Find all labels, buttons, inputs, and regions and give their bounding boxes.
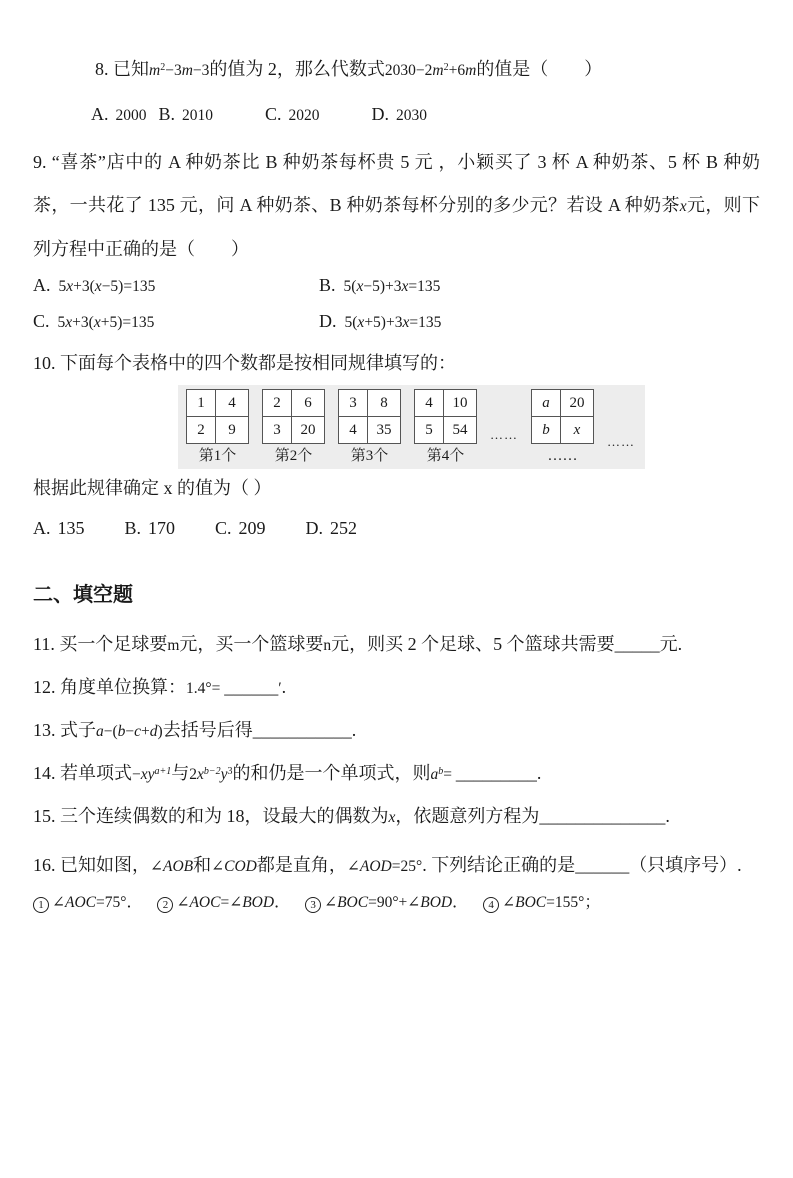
option-label: C. [33, 311, 50, 331]
ellipsis-end: …… [607, 434, 635, 449]
pattern-table-3 [338, 389, 401, 467]
option-label: A. [91, 104, 109, 124]
table-caption: 第3个 [350, 448, 389, 464]
table-caption: 第1个 [198, 448, 237, 464]
option-value: 135 [57, 518, 85, 538]
statement-2: 2 ∠AOC=∠BOD． [157, 891, 290, 915]
q8-option-c [265, 104, 320, 125]
table-cell: 2 [187, 417, 216, 444]
option-label: C. [265, 104, 282, 124]
table-cell: a [532, 390, 561, 417]
pattern-table-4 [414, 389, 477, 467]
table-cell: 20 [561, 390, 594, 417]
table-cell: 3 [263, 417, 292, 444]
question-10-options [33, 518, 760, 539]
q10-option-a [33, 518, 85, 539]
statement-3: 3 ∠BOC=90°+∠BOD． [305, 891, 468, 915]
question-12-stem: 12. 角度单位换算：1.4°= ______′. [33, 677, 287, 697]
question-10-stem: 10. 下面每个表格中的四个数都是按相同规律填写的： [33, 353, 456, 373]
statement-1: 1 ∠AOC=75°． [33, 891, 142, 915]
q9-option-b [319, 275, 441, 296]
option-formula: 5(x−5)+3x=135 [343, 278, 441, 295]
table-caption: 第4个 [426, 448, 465, 464]
question-11-stem: 11. 买一个足球要m元，买一个篮球要n元，则买 2 个足球、5 个篮球共需要_____元. [33, 634, 683, 654]
table-cell: 6 [292, 390, 325, 417]
question-9-stem: 9. “喜茶”店中的 A 种奶茶比 B 种奶茶每杯贵 5 元 ，小颖买了 3 杯 A 种奶茶、5 杯 B 种奶茶，一共花了 135 元，问 A 种奶茶、B 种奶茶每杯分别的多少元？若设 A 种奶茶x元，则下列方程中正确的是（ ） [33, 152, 761, 259]
statement-4: 4 ∠BOC=155°； [483, 891, 600, 915]
pattern-table-n [531, 389, 594, 467]
table-cell: 1 [187, 390, 216, 417]
option-label: B. [124, 518, 142, 538]
table-cell: b [532, 417, 561, 444]
option-value: 2020 [288, 107, 320, 124]
q10-option-d [306, 518, 358, 539]
table-cell: 3 [339, 390, 368, 417]
option-label: B. [319, 275, 336, 295]
question-13-stem: 13. 式子a−(b−c+d)去括号后得___________. [33, 720, 357, 740]
option-value: 252 [330, 518, 358, 538]
option-value: 170 [148, 518, 176, 538]
option-label: C. [215, 518, 232, 538]
question-8-stem: 8. 已知$m^2-3m-3$的值为 2，那么代数式$2030-2m^2+6m$的值是（ ） [95, 59, 603, 79]
q8-option-d [372, 104, 428, 125]
q10-option-b [125, 518, 176, 539]
section-2-title: 二、填空题 [33, 584, 133, 606]
question-9-options [33, 275, 760, 332]
table-cell: 4 [415, 390, 444, 417]
pattern-tables-row [186, 389, 635, 467]
question-10-followup: 根据此规律确定 x 的值为（ ） [33, 478, 272, 498]
q9-option-a [33, 275, 319, 296]
question-16-stem: 16. 已知如图，∠AOB和∠COD都是直角，∠AOD=25°. 下列结论正确的是______（只填序号）. [33, 855, 742, 875]
option-label: A. [33, 275, 51, 295]
q9-option-c [33, 311, 319, 332]
table-caption: …… [547, 448, 578, 464]
question-16-statements [33, 891, 760, 915]
option-label: D. [371, 104, 390, 124]
option-label: D. [305, 518, 324, 538]
q9-option-d [319, 311, 441, 332]
table-cell: 35 [368, 417, 401, 444]
table-cell: 9 [216, 417, 249, 444]
table-cell: 54 [444, 417, 477, 444]
table-cell: 5 [415, 417, 444, 444]
table-cell: 20 [292, 417, 325, 444]
option-label: D. [319, 311, 337, 331]
option-label: A. [33, 518, 51, 538]
q8-option-a [91, 104, 147, 125]
table-cell: x [561, 417, 594, 444]
option-formula: 5(x+5)+3x=135 [344, 314, 442, 331]
table-caption: 第2个 [274, 448, 313, 464]
pattern-table-2 [262, 389, 325, 467]
q10-pattern-figure [178, 385, 645, 469]
question-8-options [33, 104, 760, 125]
table-cell: 10 [444, 390, 477, 417]
q8-option-b [159, 104, 214, 125]
table-cell: 8 [368, 390, 401, 417]
table-cell: 2 [263, 390, 292, 417]
document-page [0, 56, 793, 915]
option-value: 2030 [396, 107, 428, 124]
option-formula: 5x+3(x+5)=135 [57, 314, 155, 331]
q10-option-c [215, 518, 266, 539]
pattern-table-1 [186, 389, 249, 467]
option-formula: 5x+3(x−5)=135 [58, 278, 156, 295]
ellipsis-mid: …… [490, 427, 518, 442]
question-14-stem: 14. 若单项式$-xy^{a+1}$与$2x^{b-2}y^3$的和仍是一个单项式，则$a^b=$ _________. [33, 763, 542, 783]
option-value: 2010 [182, 107, 214, 124]
question-15-stem: 15. 三个连续偶数的和为 18，设最大的偶数为x，依题意列方程为______________. [33, 806, 670, 826]
option-value: 2000 [115, 107, 147, 124]
table-cell: 4 [339, 417, 368, 444]
table-cell: 4 [216, 390, 249, 417]
option-label: B. [158, 104, 176, 124]
option-value: 209 [238, 518, 266, 538]
